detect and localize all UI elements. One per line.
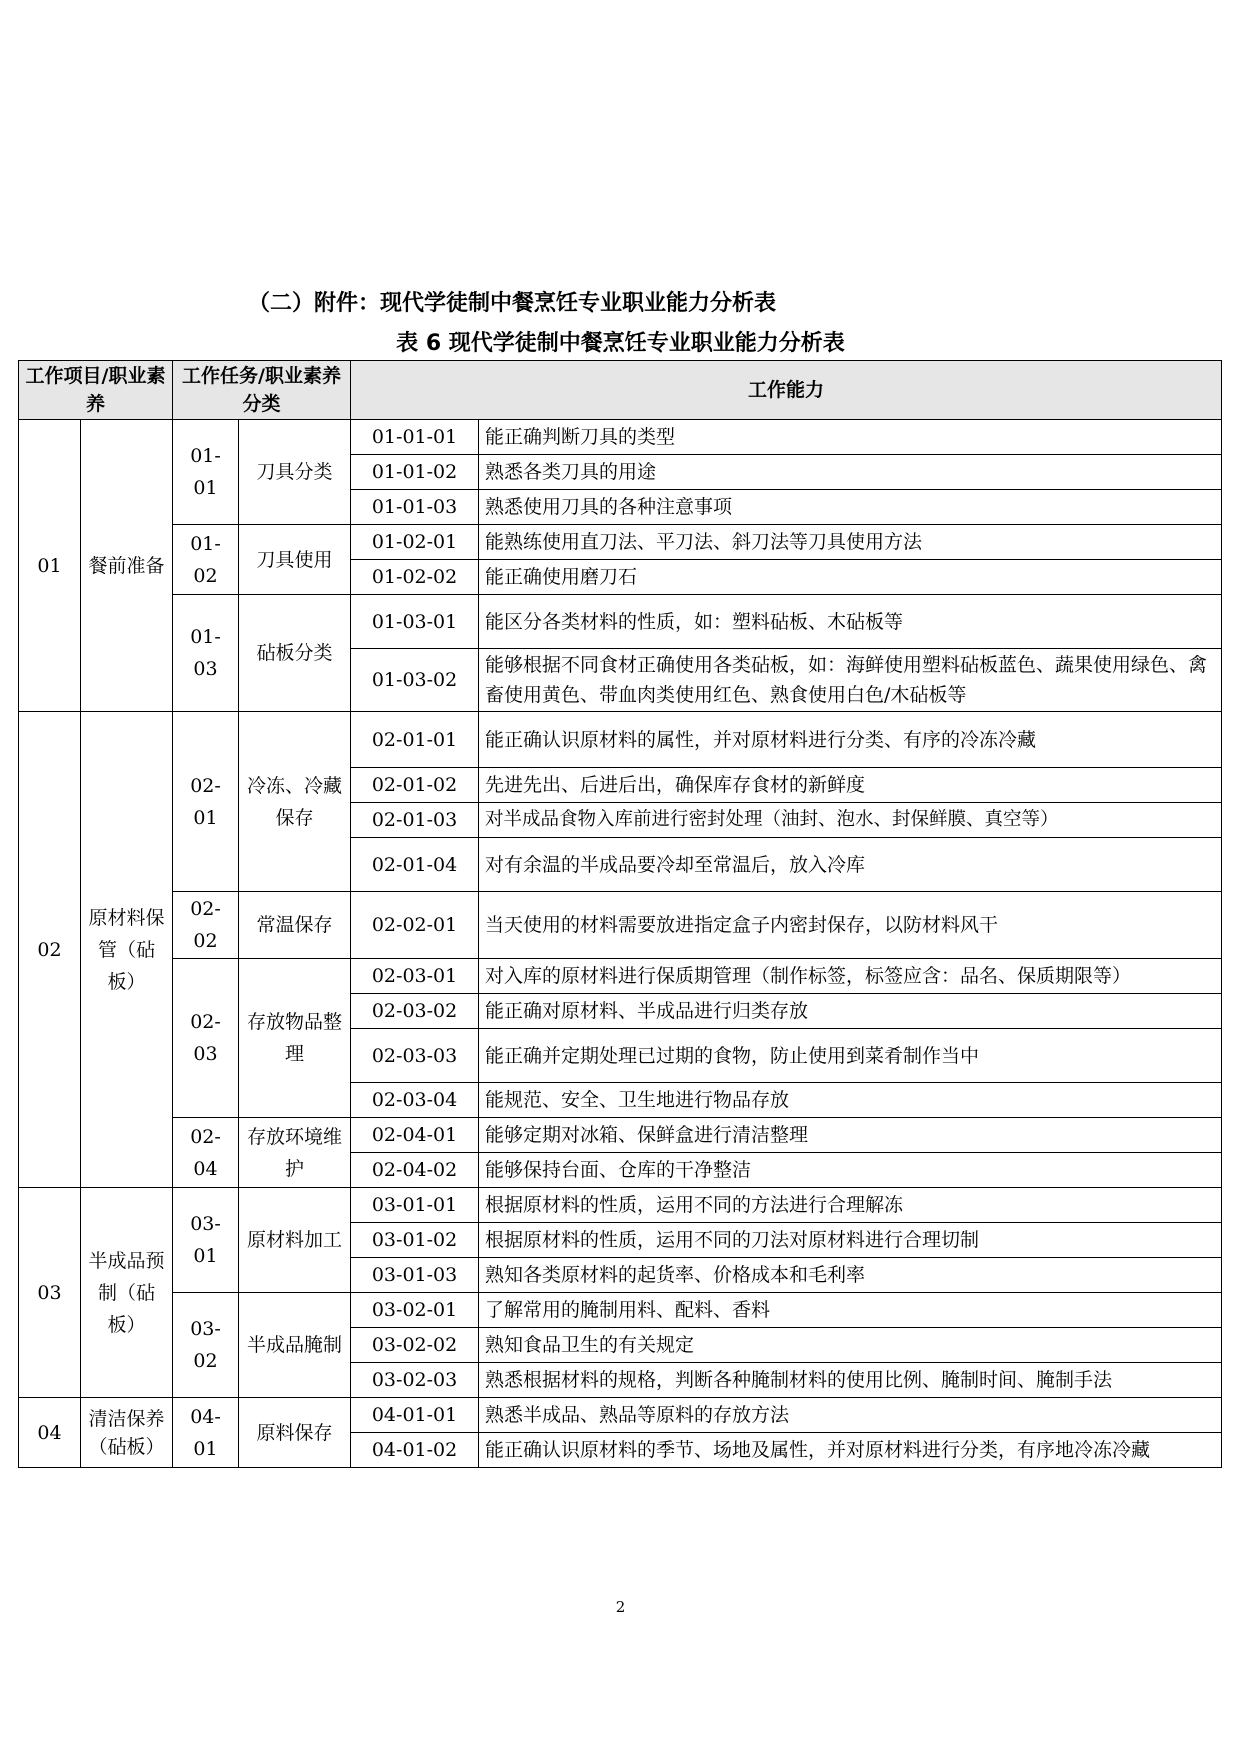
table-caption: 表 6 现代学徒制中餐烹饪专业职业能力分析表 — [396, 331, 845, 356]
ability-code: 02-03-04 — [351, 1083, 479, 1118]
ability-text: 能正确使用磨刀石 — [479, 560, 1222, 595]
ability-code: 03-01-03 — [351, 1258, 479, 1293]
ability-code: 02-04-01 — [351, 1118, 479, 1153]
ability-text: 能规范、安全、卫生地进行物品存放 — [479, 1083, 1222, 1118]
ability-code: 02-03-03 — [351, 1029, 479, 1083]
ability-text: 能正确认识原材料的属性，并对原材料进行分类、有序的冷冻冷藏 — [479, 712, 1222, 768]
project-code: 01 — [19, 420, 81, 712]
task-code: 02-02 — [173, 892, 239, 959]
ability-code: 02-02-01 — [351, 892, 479, 959]
ability-code: 03-02-02 — [351, 1328, 479, 1363]
task-name: 原料保存 — [239, 1398, 351, 1468]
ability-text: 能正确并定期处理已过期的食物，防止使用到菜肴制作当中 — [479, 1029, 1222, 1083]
ability-code: 01-01-02 — [351, 455, 479, 490]
task-name: 半成品腌制 — [239, 1293, 351, 1398]
page-number: 2 — [615, 1598, 626, 1616]
table-row — [19, 1118, 1222, 1153]
ability-text: 先进先出、后进后出，确保库存食材的新鲜度 — [479, 768, 1222, 803]
table-row — [19, 1293, 1222, 1328]
ability-code: 04-01-02 — [351, 1433, 479, 1468]
task-code: 03-02 — [173, 1293, 239, 1398]
task-code: 02-04 — [173, 1118, 239, 1188]
ability-text: 对有余温的半成品要冷却至常温后，放入冷库 — [479, 838, 1222, 892]
task-name: 冷冻、冷藏保存 — [239, 712, 351, 892]
ability-code: 01-02-01 — [351, 525, 479, 560]
ability-text: 能正确对原材料、半成品进行归类存放 — [479, 994, 1222, 1029]
ability-text: 对半成品食物入库前进行密封处理（油封、泡水、封保鲜膜、真空等） — [479, 803, 1222, 838]
ability-text: 能正确认识原材料的季节、场地及属性，并对原材料进行分类，有序地冷冻冷藏 — [479, 1433, 1222, 1468]
ability-text: 能区分各类材料的性质，如：塑料砧板、木砧板等 — [479, 595, 1222, 649]
task-code: 02-01 — [173, 712, 239, 892]
ability-code: 02-03-01 — [351, 959, 479, 994]
project-name: 原材料保管（砧板） — [81, 712, 173, 1188]
project-name: 清洁保养（砧板） — [81, 1398, 173, 1468]
project-code: 03 — [19, 1188, 81, 1398]
table-header-row — [19, 361, 1222, 420]
ability-text: 能够保持台面、仓库的干净整洁 — [479, 1153, 1222, 1188]
ability-text: 能正确判断刀具的类型 — [479, 420, 1222, 455]
task-name: 存放环境维护 — [239, 1118, 351, 1188]
header-task: 工作任务/职业素养分类 — [173, 361, 351, 420]
header-project: 工作项目/职业素养 — [19, 361, 173, 420]
ability-text: 熟知各类原材料的起货率、价格成本和毛利率 — [479, 1258, 1222, 1293]
task-name: 刀具分类 — [239, 420, 351, 525]
ability-code: 02-01-04 — [351, 838, 479, 892]
project-name: 半成品预制（砧板） — [81, 1188, 173, 1398]
ability-text: 根据原材料的性质，运用不同的刀法对原材料进行合理切制 — [479, 1223, 1222, 1258]
ability-text: 根据原材料的性质，运用不同的方法进行合理解冻 — [479, 1188, 1222, 1223]
table-row — [19, 712, 1222, 768]
table-row — [19, 892, 1222, 959]
ability-code: 01-03-02 — [351, 649, 479, 712]
task-name: 原材料加工 — [239, 1188, 351, 1293]
ability-code: 03-02-03 — [351, 1363, 479, 1398]
task-name: 存放物品整理 — [239, 959, 351, 1118]
ability-code: 01-01-03 — [351, 490, 479, 525]
ability-text: 熟知食品卫生的有关规定 — [479, 1328, 1222, 1363]
task-name: 刀具使用 — [239, 525, 351, 595]
task-code: 03-01 — [173, 1188, 239, 1293]
ability-code: 04-01-01 — [351, 1398, 479, 1433]
section-heading: （二）附件：现代学徒制中餐烹饪专业职业能力分析表 — [248, 291, 777, 316]
header-ability: 工作能力 — [351, 361, 1222, 420]
ability-text: 能够定期对冰箱、保鲜盒进行清洁整理 — [479, 1118, 1222, 1153]
project-name: 餐前准备 — [81, 420, 173, 712]
project-code: 02 — [19, 712, 81, 1188]
ability-code: 01-03-01 — [351, 595, 479, 649]
ability-text: 了解常用的腌制用料、配料、香料 — [479, 1293, 1222, 1328]
ability-text: 熟悉半成品、熟品等原料的存放方法 — [479, 1398, 1222, 1433]
ability-code: 02-04-02 — [351, 1153, 479, 1188]
ability-text: 能够根据不同食材正确使用各类砧板，如：海鲜使用塑料砧板蓝色、蔬果使用绿色、禽畜使用黄色、带血肉类使用红色、熟食使用白色/木砧板等 — [479, 649, 1222, 712]
ability-text: 熟悉使用刀具的各种注意事项 — [479, 490, 1222, 525]
ability-code: 02-01-02 — [351, 768, 479, 803]
ability-code: 01-02-02 — [351, 560, 479, 595]
ability-code: 03-01-01 — [351, 1188, 479, 1223]
table-row — [19, 595, 1222, 649]
ability-code: 02-03-02 — [351, 994, 479, 1029]
ability-text: 熟悉各类刀具的用途 — [479, 455, 1222, 490]
table-row — [19, 525, 1222, 560]
task-code: 04-01 — [173, 1398, 239, 1468]
task-name: 砧板分类 — [239, 595, 351, 712]
project-code: 04 — [19, 1398, 81, 1468]
ability-code: 03-02-01 — [351, 1293, 479, 1328]
table-row — [19, 959, 1222, 994]
ability-code: 02-01-01 — [351, 712, 479, 768]
ability-text: 能熟练使用直刀法、平刀法、斜刀法等刀具使用方法 — [479, 525, 1222, 560]
ability-code: 02-01-03 — [351, 803, 479, 838]
ability-code: 01-01-01 — [351, 420, 479, 455]
ability-text: 熟悉根据材料的规格，判断各种腌制材料的使用比例、腌制时间、腌制手法 — [479, 1363, 1222, 1398]
table-row — [19, 1398, 1222, 1433]
ability-text: 对入库的原材料进行保质期管理（制作标签，标签应含：品名、保质期限等） — [479, 959, 1222, 994]
task-code: 01-01 — [173, 420, 239, 525]
ability-code: 03-01-02 — [351, 1223, 479, 1258]
task-code: 01-02 — [173, 525, 239, 595]
task-code: 01-03 — [173, 595, 239, 712]
ability-analysis-table — [18, 360, 1222, 1468]
task-code: 02-03 — [173, 959, 239, 1118]
task-name: 常温保存 — [239, 892, 351, 959]
table-row — [19, 1188, 1222, 1223]
table-row — [19, 420, 1222, 455]
ability-text: 当天使用的材料需要放进指定盒子内密封保存，以防材料风干 — [479, 892, 1222, 959]
